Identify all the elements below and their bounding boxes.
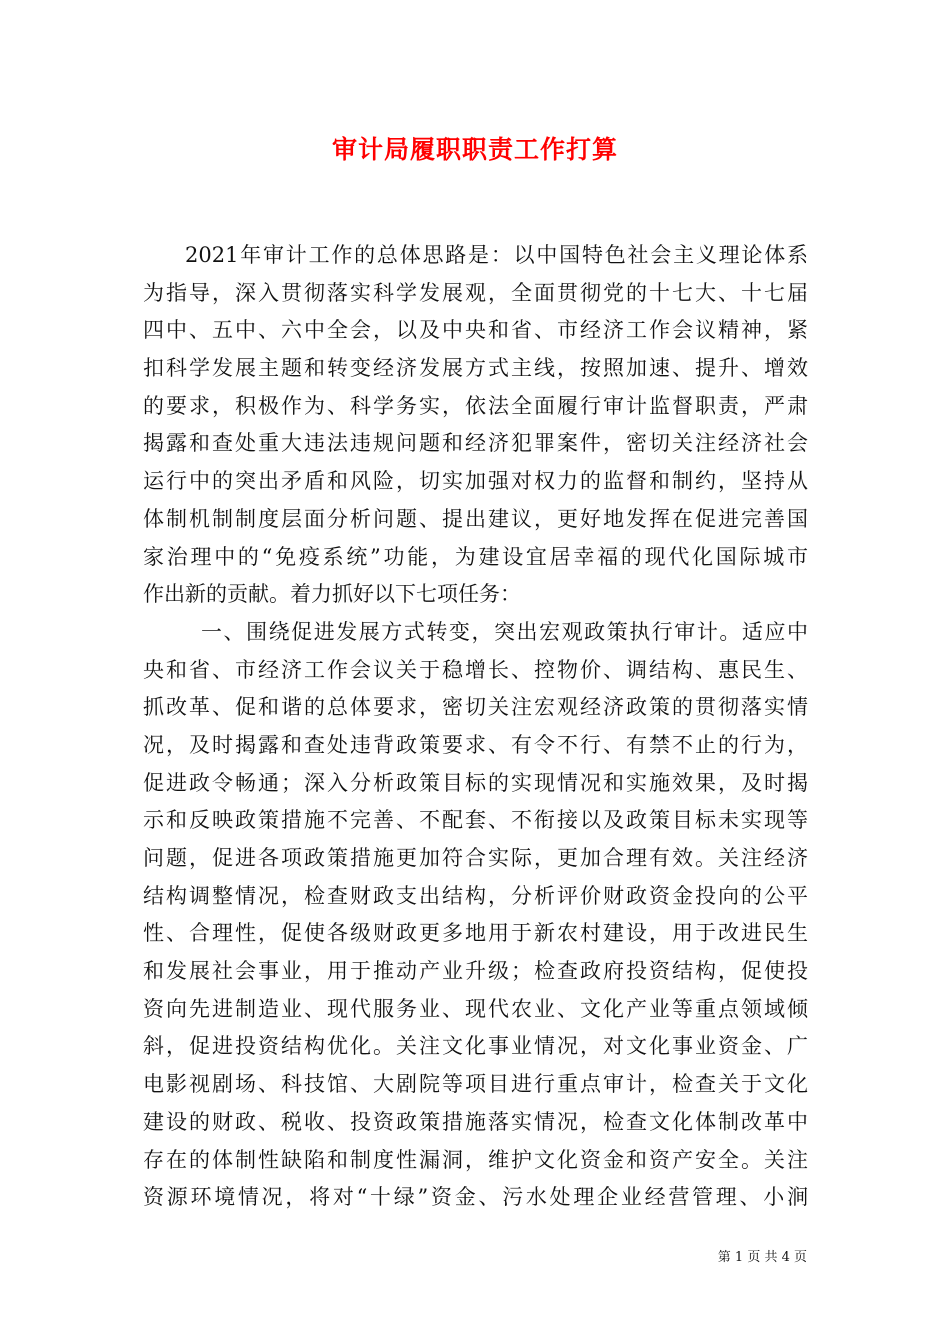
page-number-footer: 第 1 页 共 4 页 [717, 1250, 807, 1265]
text-line: 四中、五中、六中全会，以及中央和省、市经济工作会议精神，紧 [143, 318, 808, 343]
document-title: 审计局履职职责工作打算 [331, 135, 618, 164]
text-line: 资源环境情况，将对“十绿”资金、污水处理企业经营管理、小涧 [143, 1185, 808, 1210]
document-body [143, 237, 808, 1217]
text-line: 结构调整情况，检查财政支出结构，分析评价财政资金投向的公平 [143, 883, 808, 908]
paragraph-overall-approach [143, 237, 808, 614]
text-line: 为指导，深入贯彻落实科学发展观，全面贯彻党的十七大、十七届 [143, 280, 808, 305]
text-line: 斜，促进投资结构优化。关注文化事业情况，对文化事业资金、广 [143, 1034, 808, 1059]
text-line: 央和省、市经济工作会议关于稳增长、控物价、调结构、惠民生、 [143, 657, 808, 682]
text-line: 2021年审计工作的总体思路是：以中国特色社会主义理论体系 [185, 243, 808, 267]
text-line: 一、围绕促进发展方式转变，突出宏观政策执行审计。适应中 [201, 619, 808, 644]
text-line: 问题，促进各项政策措施更加符合实际，更加合理有效。关注经济 [143, 846, 808, 870]
text-line: 的要求，积极作为、科学务实，依法全面履行审计监督职责，严肃 [143, 393, 808, 418]
text-line: 扣科学发展主题和转变经济发展方式主线，按照加速、提升、增效 [143, 356, 808, 381]
text-line: 体制机制制度层面分析问题、提出建议，更好地发挥在促进完善国 [143, 506, 808, 531]
text-line: 建设的财政、税收、投资政策措施落实情况，检查文化体制改革中 [143, 1109, 808, 1134]
text-line: 电影视剧场、科技馆、大剧院等项目进行重点审计，检查关于文化 [143, 1072, 808, 1097]
paragraph-task-one [143, 614, 808, 1217]
text-line: 作出新的贡献。着力抓好以下七项任务： [143, 582, 521, 607]
text-line: 示和反映政策措施不完善、不配套、不衔接以及政策目标未实现等 [143, 808, 808, 833]
text-line: 运行中的突出矛盾和风险，切实加强对权力的监督和制约，坚持从 [143, 469, 808, 494]
text-line: 家治理中的“免疫系统”功能，为建设宜居幸福的现代化国际城市 [143, 544, 808, 569]
text-line: 存在的体制性缺陷和制度性漏洞，维护文化资金和资产安全。关注 [143, 1147, 808, 1172]
text-line: 促进政令畅通；深入分析政策目标的实现情况和实施效果，及时揭 [143, 770, 808, 795]
text-line: 资向先进制造业、现代服务业、现代农业、文化产业等重点领域倾 [143, 996, 808, 1021]
text-line: 揭露和查处重大违法违规问题和经济犯罪案件，密切关注经济社会 [143, 431, 808, 456]
text-line: 性、合理性，促使各级财政更多地用于新农村建设，用于改进民生 [143, 921, 808, 946]
text-line: 抓改革、促和谐的总体要求，密切关注宏观经济政策的贯彻落实情 [143, 695, 808, 720]
text-line: 和发展社会事业，用于推动产业升级；检查政府投资结构，促使投 [143, 959, 808, 984]
text-line: 况，及时揭露和查处违背政策要求、有令不行、有禁不止的行为， [143, 732, 808, 757]
